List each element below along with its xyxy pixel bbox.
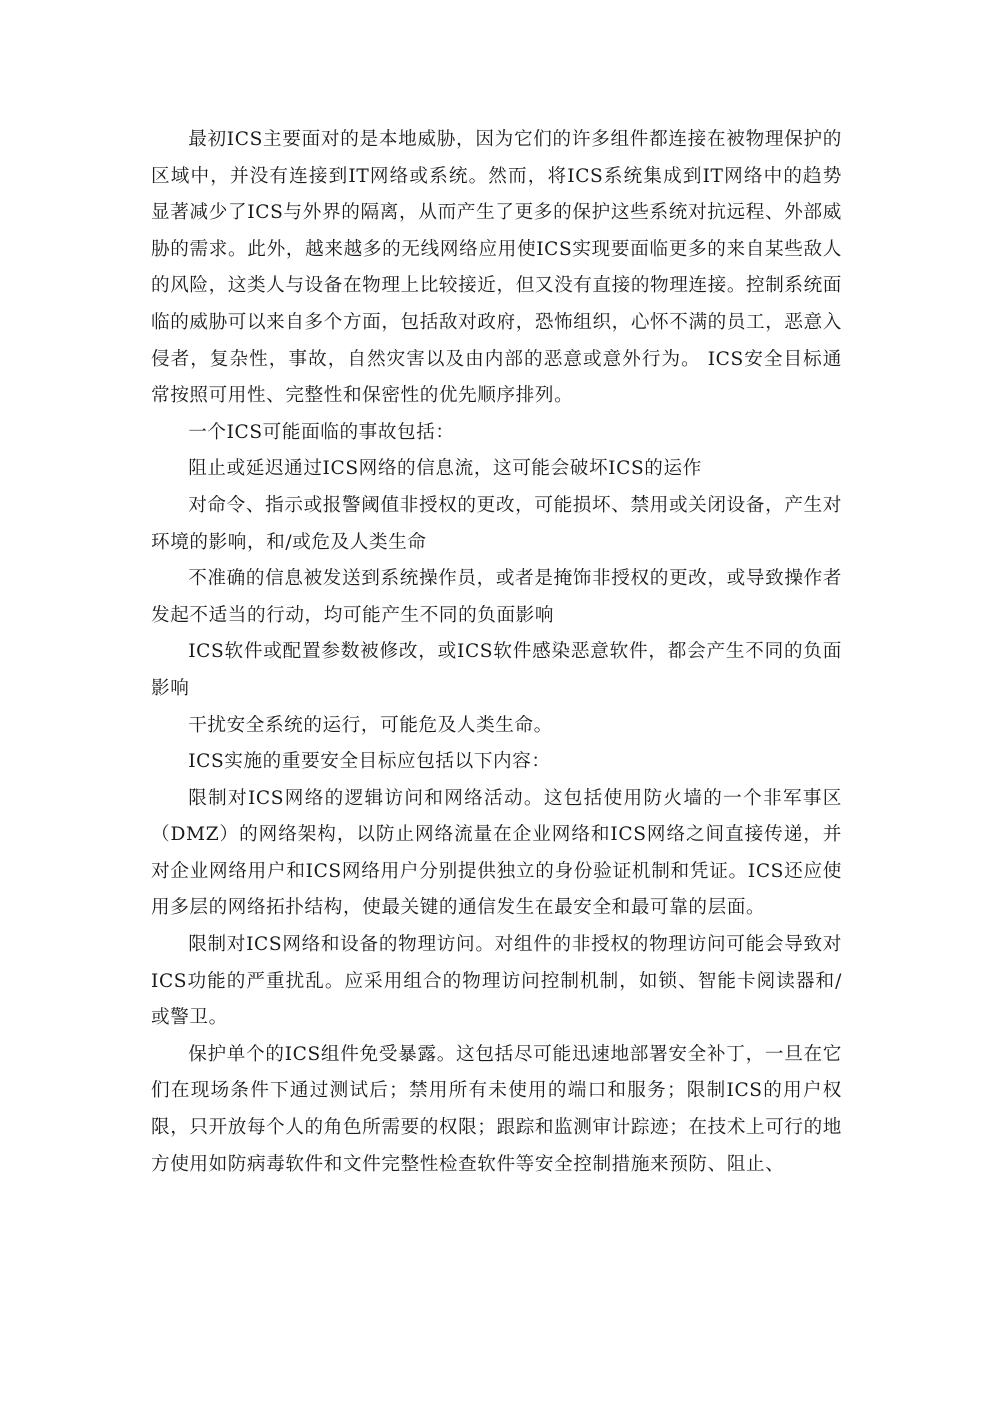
- paragraph-incident-software-modified: ICS软件或配置参数被修改，或ICS软件感染恶意软件，都会产生不同的负面影响: [151, 641, 842, 699]
- paragraph-incident-inaccurate-info: 不准确的信息被发送到系统操作员，或者是掩饰非授权的更改，或导致操作者发起不适当的行动，均可能产生不同的负面影响: [151, 568, 842, 626]
- paragraph-ics-threats-overview: 最初ICS主要面对的是本地威胁，因为它们的许多组件都连接在被物理保护的区域中，并没有连接到IT网络或系统。然而，将ICS系统集成到IT网络中的趋势显著减少了ICS与外界的隔离，从而产生了更多的保护这些系统对抗远程、外部威胁的需求。此外，越来越多的无线网络应用使ICS实现要面临更多的来自某些敌人的风险，这类人与设备在物理上比较接近，但又没有直接的物理连接。控制系统面临的威胁可以来自多个方面，包括敌对政府，恐怖组织，心怀不满的员工，恶意入侵者，复杂性，事故，自然灾害以及由内部的恶意或意外行为。 ICS安全目标通常按照可用性、完整性和保密性的优先顺序排列。: [151, 129, 842, 407]
- paragraph-incident-unauthorized-change: 对命令、指示或报警阈值非授权的更改，可能损坏、禁用或关闭设备，产生对环境的影响，和/或危及人类生命: [151, 494, 842, 553]
- paragraph-goal-logical-access: 限制对ICS网络的逻辑访问和网络活动。这包括使用防火墙的一个非军事区（DMZ）的网络架构，以防止网络流量在企业网络和ICS网络之间直接传递，并对企业网络用户和ICS网络用户分别提供独立的身份验证机制和凭证。ICS还应使用多层的网络拓扑结构，使最关键的通信发生在最安全和最可靠的层面。: [151, 787, 842, 919]
- paragraph-goal-physical-access: 限制对ICS网络和设备的物理访问。对组件的非授权的物理访问可能会导致对ICS功能的严重扰乱。应采用组合的物理访问控制机制，如锁、智能卡阅读器和/或警卫。: [151, 934, 842, 1029]
- paragraph-goal-component-protection: 保护单个的ICS组件免受暴露。这包括尽可能迅速地部署安全补丁，一旦在它们在现场条件下通过测试后；禁用所有未使用的端口和服务；限制ICS的用户权限，只开放每个人的角色所需要的权限；跟踪和监测审计踪迹；在技术上可行的地方使用如防病毒软件和文件完整性检查软件等安全控制措施来预防、阻止、: [151, 1043, 842, 1175]
- paragraph-security-goals-intro: ICS实施的重要安全目标应包括以下内容：: [188, 751, 551, 773]
- paragraph-incident-safety-interference: 干扰安全系统的运行，可能危及人类生命。: [188, 714, 553, 736]
- paragraph-incident-block-flow: 阻止或延迟通过ICS网络的信息流，这可能会破坏ICS的运作: [188, 458, 702, 480]
- document-body: [151, 122, 842, 1183]
- paragraph-incident-intro: 一个ICS可能面临的事故包括：: [188, 421, 455, 443]
